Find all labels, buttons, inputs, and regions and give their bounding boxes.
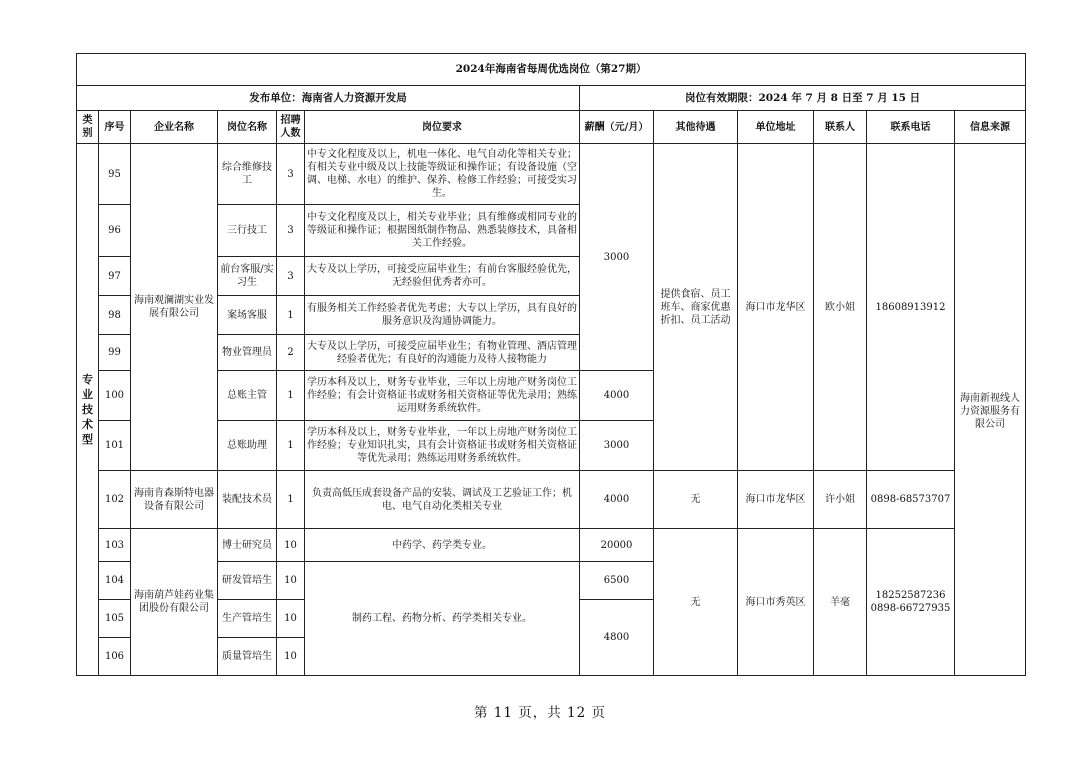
row-count: 1: [277, 421, 305, 471]
company-name: 海南观澜湖实业发展有限公司: [131, 144, 218, 471]
row-position: 总账助理: [218, 421, 277, 471]
row-contact: 羊毫: [814, 529, 867, 676]
row-position: 博士研究员: [218, 529, 277, 562]
row-count: 1: [277, 296, 305, 335]
row-salary: 20000: [580, 529, 654, 562]
company-name: 海南肯森斯特电器设备有限公司: [131, 471, 218, 529]
row-requirements: 负责高低压成套设备产品的安装、调试及工艺验证工作；机电、电气自动化类相关专业: [305, 471, 580, 529]
row-requirements: 中专文化程度及以上，相关专业毕业；具有维修或相同专业的等级证和操作证；根据图纸制作物品、熟悉装修技术，具备相关工作经验。: [305, 205, 580, 257]
row-contact: 欧小姐: [814, 144, 867, 471]
row-position: 总账主管: [218, 371, 277, 421]
row-count: 3: [277, 205, 305, 257]
header-salary: 薪酬（元/月）: [580, 111, 654, 144]
phone-line-2: 0898-66727935: [870, 603, 951, 614]
header-address: 单位地址: [738, 111, 814, 144]
row-salary: 4000: [580, 471, 654, 529]
header-category: 类别: [77, 111, 99, 144]
header-seq: 序号: [99, 111, 131, 144]
publisher-label: 发布单位：海南省人力资源开发局: [77, 86, 580, 111]
row-position: 生产管培生: [218, 600, 277, 638]
row-address: 海口市秀英区: [738, 529, 814, 676]
row-seq: 105: [99, 600, 131, 638]
row-seq: 102: [99, 471, 131, 529]
row-seq: 103: [99, 529, 131, 562]
company-name: 海南葫芦娃药业集团股份有限公司: [131, 529, 218, 676]
row-count: 1: [277, 471, 305, 529]
row-position: 案场客服: [218, 296, 277, 335]
row-contact: 许小姐: [814, 471, 867, 529]
row-seq: 96: [99, 205, 131, 257]
row-count: 3: [277, 144, 305, 205]
table-title: 2024年海南省每周优选岗位（第27期）: [77, 54, 1026, 86]
row-position: 三行技工: [218, 205, 277, 257]
row-phone: 18608913912: [867, 144, 955, 471]
row-address: 海口市龙华区: [738, 144, 814, 471]
row-benefits: 无: [654, 471, 738, 529]
header-position: 岗位名称: [218, 111, 277, 144]
job-table: [76, 53, 1026, 676]
row-seq: 106: [99, 638, 131, 676]
category-label: 专业技术型: [82, 373, 93, 446]
row-seq: 97: [99, 257, 131, 296]
row-requirements: 中专文化程度及以上，机电一体化、电气自动化等相关专业；有相关专业中级及以上技能等级证和操作证；有设备设施（空调、电梯、水电）的维护、保养、检修工作经验；可接受实习生。: [305, 144, 580, 205]
header-phone: 联系电话: [867, 111, 955, 144]
row-requirements: 有服务相关工作经验者优先考虑；大专以上学历，具有良好的服务意识及沟通协调能力。: [305, 296, 580, 335]
row-address: 海口市龙华区: [738, 471, 814, 529]
row-count: 10: [277, 562, 305, 600]
source-cell: 海南新视线人力资源服务有限公司: [955, 144, 1026, 676]
row-requirements: 中药学、药学类专业。: [305, 529, 580, 562]
row-seq: 101: [99, 421, 131, 471]
header-contact: 联系人: [814, 111, 867, 144]
row-position: 物业管理员: [218, 335, 277, 371]
row-requirements: 大专及以上学历，可接受应届毕业生；有物业管理、酒店管理经验者优先；有良好的沟通能力及待人接物能力: [305, 335, 580, 371]
row-benefits: 提供食宿、员工班车、商家优惠折扣、员工活动: [654, 144, 738, 471]
row-seq: 104: [99, 562, 131, 600]
row-count: 3: [277, 257, 305, 296]
row-position: 综合维修技工: [218, 144, 277, 205]
row-position: 装配技术员: [218, 471, 277, 529]
row-requirements: 学历本科及以上，财务专业毕业，三年以上房地产财务岗位工作经验；有会计资格证书或财务相关资格证等优先录用；熟练运用财务系统软件。: [305, 371, 580, 421]
header-source: 信息来源: [955, 111, 1026, 144]
table-row: [77, 529, 1026, 562]
row-phone: 0898-68573707: [867, 471, 955, 529]
row-phone: [867, 529, 955, 676]
row-salary: 3000: [580, 144, 654, 371]
row-seq: 100: [99, 371, 131, 421]
row-position: 质量管培生: [218, 638, 277, 676]
row-count: 10: [277, 638, 305, 676]
header-benefits: 其他待遇: [654, 111, 738, 144]
row-requirements: 学历本科及以上，财务专业毕业，一年以上房地产财务岗位工作经验；专业知识扎实，具有会计资格证书或财务相关资格证等优先录用；熟练运用财务系统软件。: [305, 421, 580, 471]
header-row: [77, 111, 1026, 144]
page-footer: 第 11 页，共 12 页: [473, 705, 607, 721]
table-row: [77, 471, 1026, 529]
header-company: 企业名称: [131, 111, 218, 144]
phone-line-1: 18252587236: [875, 590, 946, 601]
table-row: [77, 144, 1026, 205]
row-salary: 3000: [580, 421, 654, 471]
job-table-sheet: [76, 53, 1025, 676]
header-count: 招聘人数: [277, 111, 305, 144]
row-salary: 4800: [580, 600, 654, 676]
row-seq: 98: [99, 296, 131, 335]
row-count: 10: [277, 529, 305, 562]
row-position: 研发管培生: [218, 562, 277, 600]
row-count: 10: [277, 600, 305, 638]
validity-label: 岗位有效期限：2024 年 7 月 8 日至 7 月 15 日: [580, 86, 1026, 111]
row-salary: 6500: [580, 562, 654, 600]
header-requirements: 岗位要求: [305, 111, 580, 144]
row-salary: 4000: [580, 371, 654, 421]
row-count: 1: [277, 371, 305, 421]
row-requirements: 大专及以上学历，可接受应届毕业生；有前台客服经验优先，无经验但优秀者亦可。: [305, 257, 580, 296]
row-position: 前台客服/实习生: [218, 257, 277, 296]
row-count: 2: [277, 335, 305, 371]
category-cell: [77, 144, 99, 676]
row-requirements: 制药工程、药物分析、药学类相关专业。: [305, 562, 580, 676]
row-seq: 95: [99, 144, 131, 205]
row-benefits: 无: [654, 529, 738, 676]
row-seq: 99: [99, 335, 131, 371]
